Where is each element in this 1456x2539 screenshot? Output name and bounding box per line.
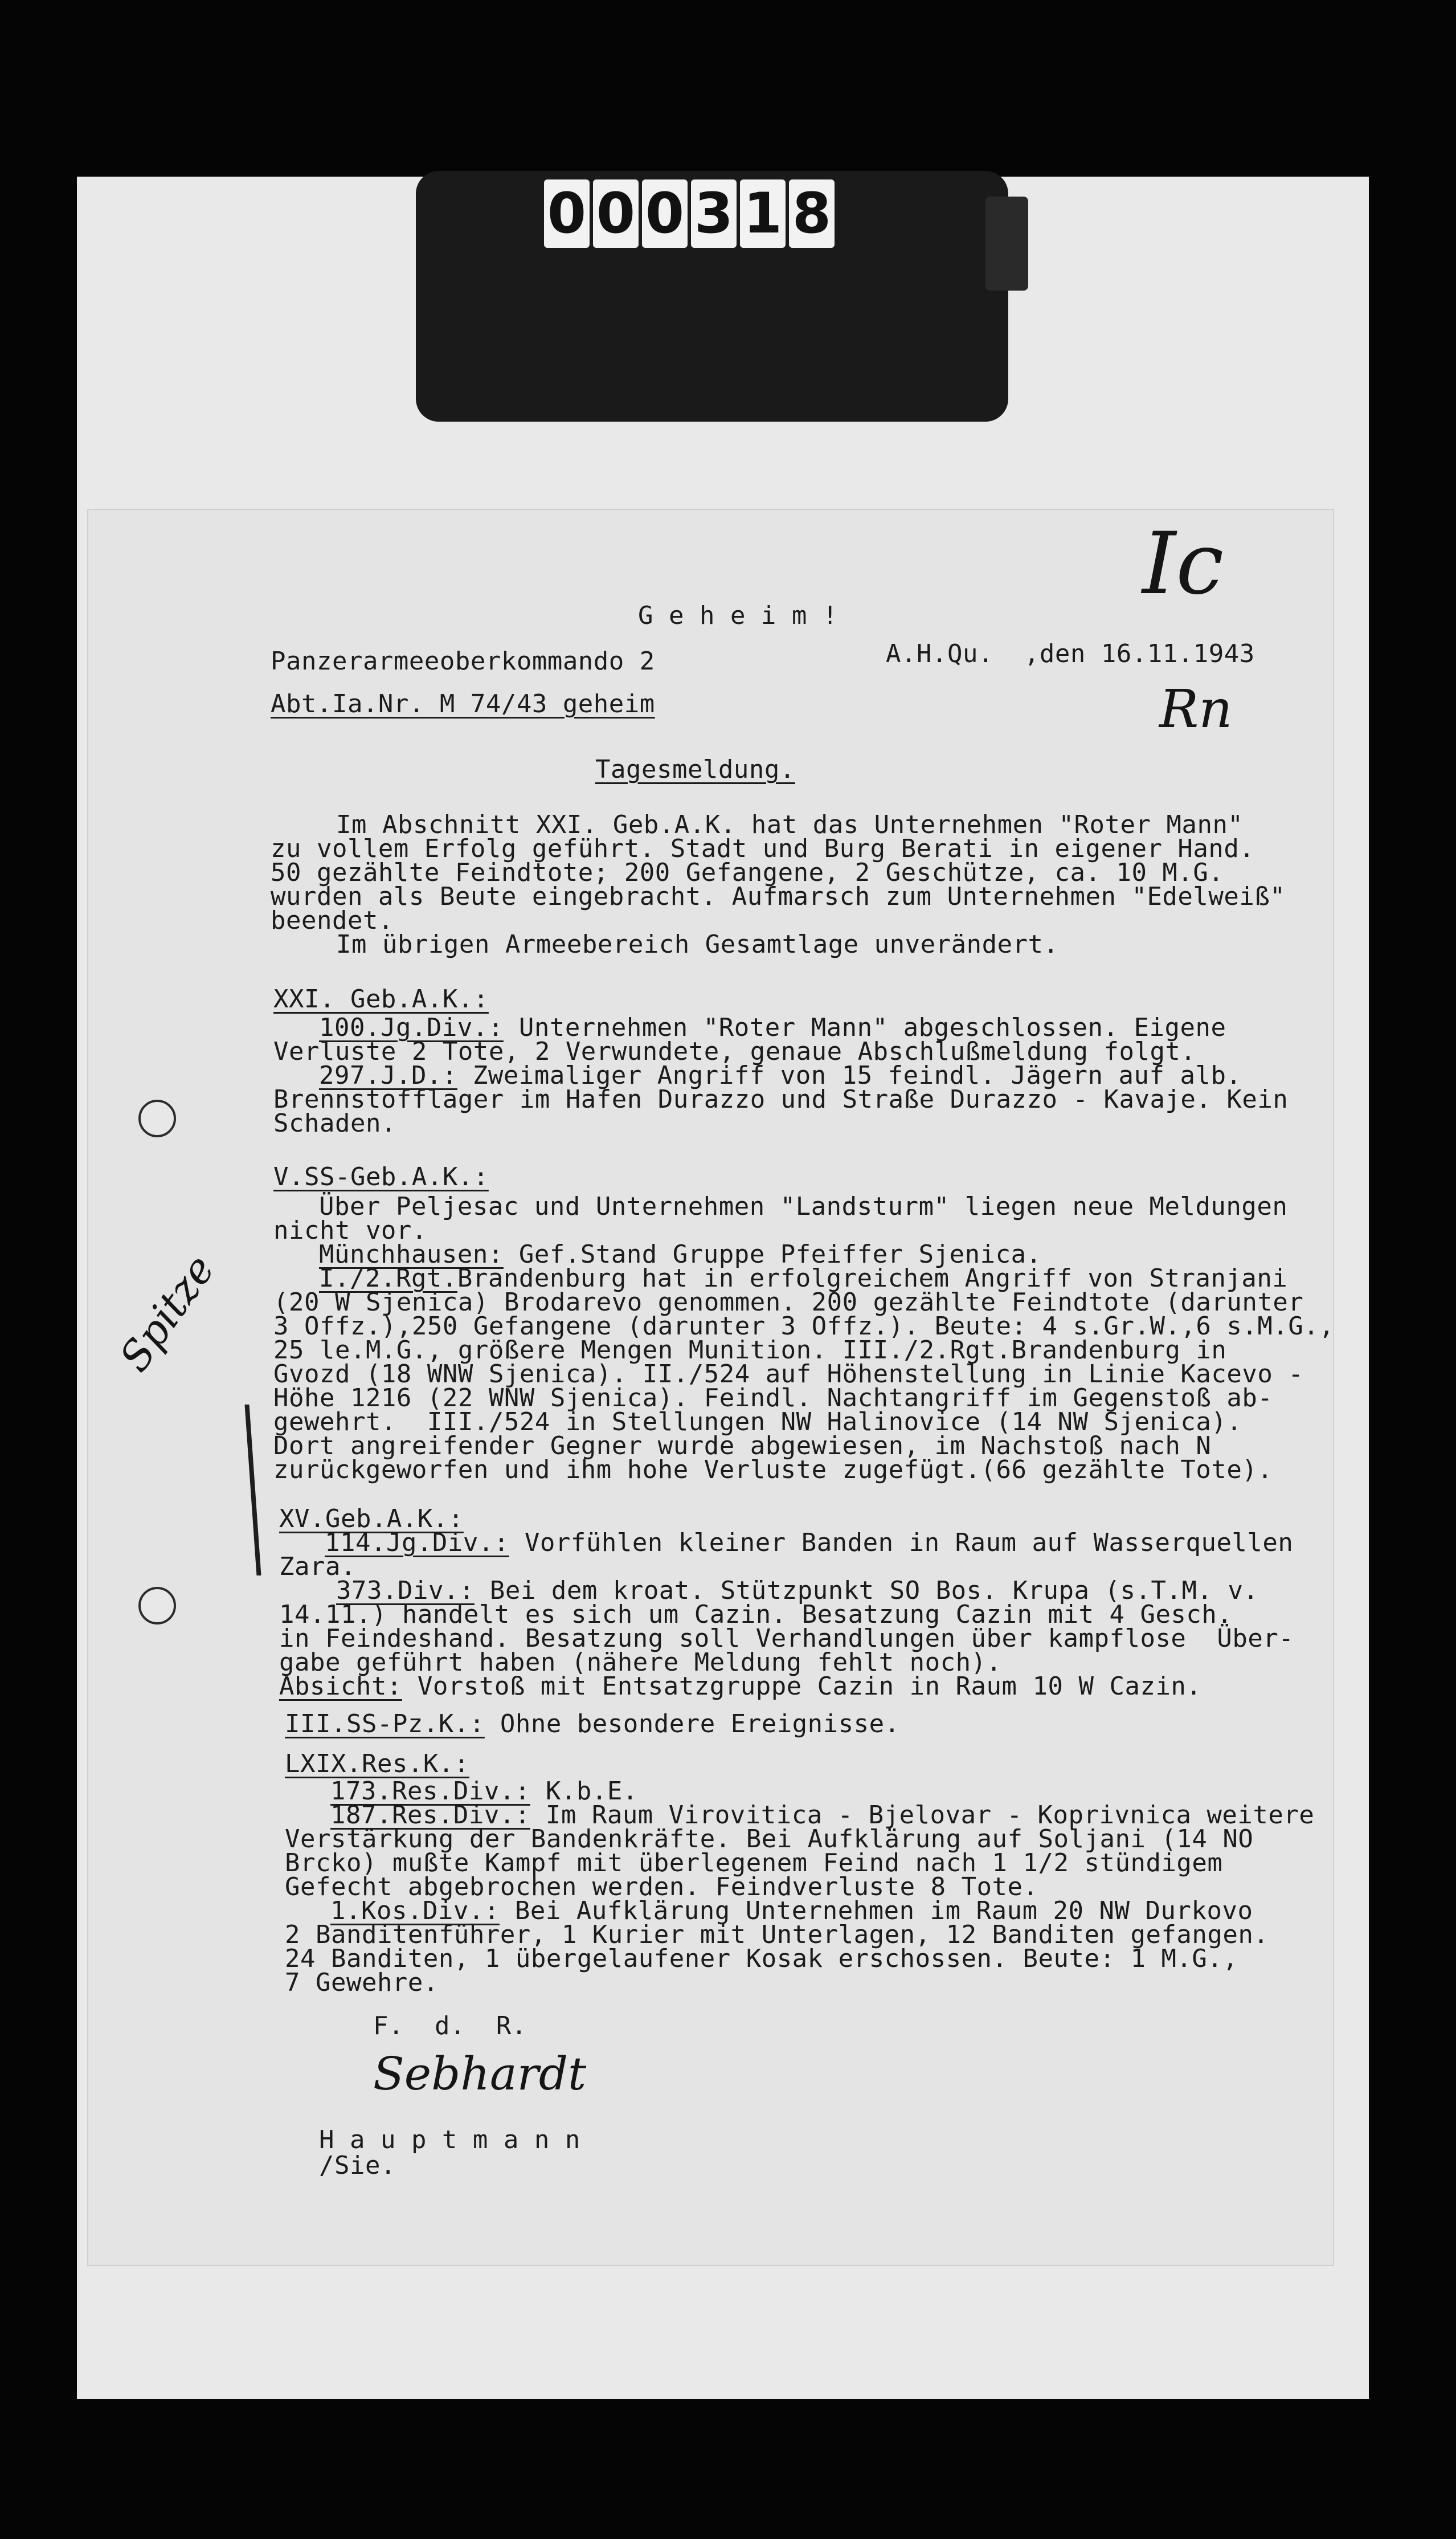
body-line: wurden als Beute eingebracht. Aufmarsch zum Unternehmen "Edelweiß": [271, 882, 1286, 911]
command-name: Panzerarmeeoberkommando 2: [271, 647, 655, 676]
body-line: Im übrigen Armeebereich Gesamtlage unverändert.: [336, 930, 1059, 959]
body-line: Gvozd (18 WNW Sjenica). II./524 auf Höhenstellung in Linie Kacevo -: [273, 1360, 1304, 1389]
file-number: Abt.Ia.Nr. M 74/43 geheim: [271, 689, 655, 719]
body-line: Verluste 2 Tote, 2 Verwundete, genaue Abschlußmeldung folgt.: [273, 1037, 1196, 1066]
page-title: Tagesmeldung.: [595, 755, 795, 784]
counter-digit: 3: [691, 179, 737, 248]
unit-label: 187.Res.Div.:: [330, 1801, 530, 1830]
punch-hole: [138, 1587, 176, 1624]
body-line: 3 Offz.),250 Gefangene (darunter 3 Offz.). Beute: 4 s.Gr.W.,6 s.M.G.,: [273, 1312, 1335, 1341]
reference-initials: /Sie.: [319, 2151, 396, 2180]
body-line: 24 Banditen, 1 übergelaufener Kosak erschossen. Beute: 1 M.G.,: [285, 1944, 1238, 1973]
place-date: A.H.Qu. ,den 16.11.1943: [886, 639, 1255, 668]
body-line: 14.11.) handelt es sich um Cazin. Besatzung Cazin mit 4 Gesch.: [279, 1600, 1233, 1629]
body-line: Gefecht abgebrochen werden. Feindverluste 8 Tote.: [285, 1872, 1038, 1901]
signature: Sebhardt: [373, 2047, 587, 2100]
body-line: K.b.E.: [530, 1777, 638, 1806]
body-line: Im Raum Virovitica - Bjelovar - Koprivnica weitere: [530, 1801, 1315, 1830]
unit-label: 100.Jg.Div.:: [319, 1013, 504, 1042]
body-line: 50 gezählte Feindtote; 200 Gefangene, 2 Geschütze, ca. 10 M.G.: [271, 858, 1224, 887]
classification-label: G e h e i m !: [638, 601, 838, 630]
handwritten-initials: Rn: [1159, 679, 1233, 740]
body-line: nicht vor.: [273, 1216, 427, 1245]
body-line: Gef.Stand Gruppe Pfeiffer Sjenica.: [503, 1240, 1042, 1269]
unit-label: 373.Div.:: [336, 1576, 475, 1605]
body-line: in Feindeshand. Besatzung soll Verhandlungen über kampflose Über-: [279, 1624, 1294, 1653]
document-page: [88, 510, 1333, 2265]
counter-digit: 0: [593, 179, 639, 248]
unit-label: 297.J.D.:: [319, 1061, 457, 1090]
fdr-note: F. d. R.: [373, 2011, 527, 2040]
body-line: 2 Banditenführer, 1 Kurier mit Unterlagen, 12 Banditen gefangen.: [285, 1920, 1269, 1949]
punch-hole: [138, 1100, 176, 1137]
body-line: Höhe 1216 (22 WNW Sjenica). Feindl. Nachtangriff im Gegenstoß ab-: [273, 1383, 1273, 1413]
body-line: Zara.: [279, 1552, 356, 1581]
body-line: Schaden.: [273, 1109, 396, 1138]
body-line: beendet.: [271, 906, 394, 935]
body-line: gabe geführt haben (nähere Meldung fehlt noch).: [279, 1648, 1002, 1677]
body-line: Vorstoß mit Entsatzgruppe Cazin in Raum 10 W Cazin.: [402, 1672, 1202, 1701]
margin-bracket: [245, 1405, 261, 1575]
body-line: Bei dem kroat. Stützpunkt SO Bos. Krupa (s.T.M. v.: [474, 1576, 1259, 1605]
body-line: Über Peljesac und Unternehmen "Landsturm" liegen neue Meldungen: [319, 1192, 1288, 1221]
body-line: Brennstofflager im Hafen Durazzo und Straße Durazzo - Kavaje. Kein: [273, 1085, 1289, 1114]
unit-label: Absicht:: [279, 1672, 402, 1701]
unit-label: 173.Res.Div.:: [330, 1777, 530, 1806]
body-line: Im Abschnitt XXI. Geb.A.K. hat das Unternehmen "Roter Mann": [336, 810, 1244, 839]
body-line: zurückgeworfen und ihm hohe Verluste zugefügt.(66 gezählte Tote).: [273, 1455, 1273, 1484]
section-heading: LXIX.Res.K.:: [285, 1749, 469, 1778]
body-line: Brandenburg hat in erfolgreichem Angriff von Stranjani: [457, 1264, 1288, 1293]
body-line: gewehrt. III./524 in Stellungen NW Halinovice (14 NW Sjenica).: [273, 1407, 1242, 1436]
frame-counter: [544, 179, 835, 254]
signer-rank: H a u p t m a n n: [319, 2125, 580, 2154]
section-heading: V.SS-Geb.A.K.:: [273, 1162, 489, 1191]
body-line: Unternehmen "Roter Mann" abgeschlossen. Eigene: [503, 1013, 1226, 1042]
unit-label: I./2.Rgt.: [319, 1264, 457, 1293]
section-heading: XV.Geb.A.K.:: [279, 1504, 464, 1533]
counter-digit: 0: [642, 179, 688, 248]
body-line: Bei Aufklärung Unternehmen im Raum 20 NW Durkovo: [499, 1896, 1253, 1925]
section-heading: III.SS-Pz.K.:: [285, 1709, 485, 1738]
counter-digit: 1: [740, 179, 786, 248]
counter-digit: 0: [544, 179, 590, 248]
section-heading: XXI. Geb.A.K.:: [273, 985, 489, 1014]
body-line: zu vollem Erfolg geführt. Stadt und Burg Berati in eigener Hand.: [271, 834, 1255, 863]
body-line: Verstärkung der Bandenkräfte. Bei Aufklärung auf Soljani (14 NO: [285, 1824, 1254, 1854]
body-line: Brcko) mußte Kampf mit überlegenem Feind nach 1 1/2 stündigem: [285, 1848, 1223, 1877]
counter-knob: [985, 197, 1028, 291]
body-line: Dort angreifender Gegner wurde abgewiesen, im Nachstoß nach N: [273, 1431, 1212, 1460]
unit-label: 1.Kos.Div.:: [330, 1896, 500, 1925]
counter-digit: 8: [789, 179, 835, 248]
body-line: 7 Gewehre.: [285, 1968, 439, 1997]
body-line: Ohne besondere Ereignisse.: [484, 1709, 900, 1738]
body-line: (20 W Sjenica) Brodarevo genommen. 200 gezählte Feindtote (darunter: [273, 1288, 1304, 1317]
body-line: Vorfühlen kleiner Banden in Raum auf Wasserquellen: [509, 1528, 1294, 1557]
handwritten-mark: Ic: [1142, 515, 1224, 614]
handwritten-margin-note: Spitze: [110, 1246, 224, 1381]
body-line: 25 le.M.G., größere Mengen Munition. III./2.Rgt.Brandenburg in: [273, 1336, 1227, 1365]
body-line: Zweimaliger Angriff von 15 feindl. Jägern auf alb.: [457, 1061, 1242, 1090]
unit-label: 114.Jg.Div.:: [325, 1528, 509, 1557]
unit-label: Münchhausen:: [319, 1240, 504, 1269]
